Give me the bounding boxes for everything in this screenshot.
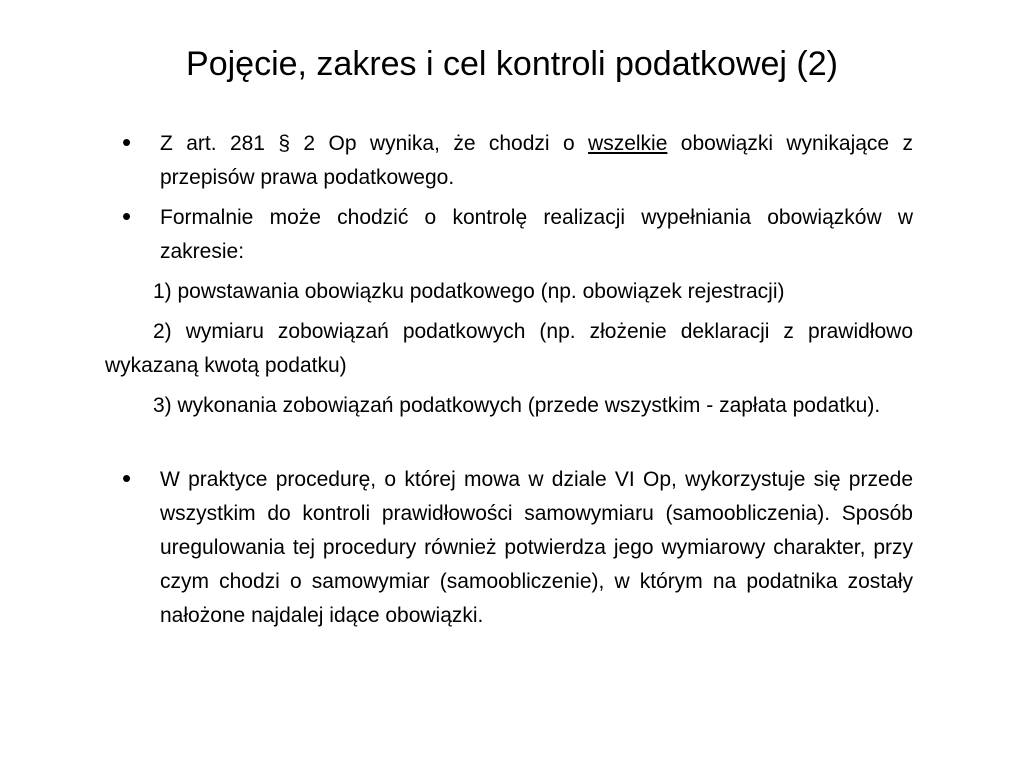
bullet-dot-icon: • <box>122 127 132 157</box>
subitem-1: 1) powstawania obowiązku podatkowego (np. obowiązek rejestracji) <box>153 280 785 303</box>
slide-title: Pojęcie, zakres i cel kontroli podatkowej (2) <box>186 45 838 83</box>
bullet-dot-icon: • <box>122 201 132 231</box>
subitem-3: 3) wykonania zobowiązań podatkowych (przede wszystkim - zapłata podatku). <box>153 394 881 417</box>
bullet-1-text-start: Z art. 281 § 2 Op wynika, że chodzi o <box>160 132 589 155</box>
bullet-2-text: Formalnie może chodzić o kontrolę realizacji wypełniania obowiązków w zakresie: <box>160 206 913 263</box>
bullet-item-3 <box>122 463 913 633</box>
bullet-item-1 <box>122 127 913 195</box>
bullet-1-emphasis: wszelkie <box>588 132 668 155</box>
bullet-item-2 <box>122 201 913 269</box>
bullet-3-text: W praktyce procedurę, o której mowa w dziale VI Op, wykorzystuje się przede wszystkim do kontroli prawidłowości samowymiaru (samoobliczenia). Sposób uregulowania tej procedury również potwierdza jego wymiarowy charakter, przy czym chodzi o samowymiar (samoobliczenie), w którym na podatnika zostały nałożone najdalej idące obowiązki. <box>160 468 913 627</box>
bullet-1-text-end: obowiązki wynikające z przepisów prawa podatkowego. <box>160 132 913 189</box>
bullet-dot-icon: • <box>122 463 132 493</box>
subitem-2: 2) wymiaru zobowiązań podatkowych (np. złożenie deklaracji z prawidłowo wykazaną kwotą podatku) <box>105 320 913 377</box>
